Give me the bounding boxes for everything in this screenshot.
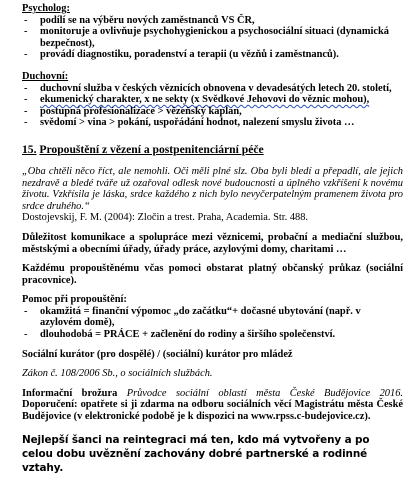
brochure-text: opatřete si ji zdarma na odboru sociálních věcí Magistrátu města České Budějovice (v elektronické podobě je k dispozici na www.rpss.c-budejovice.cz).	[22, 399, 403, 423]
brochure-title: Průvodce sociální oblastí města České Budějovice 2016.	[126, 387, 403, 399]
list-item: - ekumenický charakter, x ne sekty (x Svědkové Jehovovi do věznic mohou),	[22, 94, 403, 106]
list-item: - svědomí > vina > pokání, uspořádání hodnot, nalezení smyslu života …	[22, 117, 403, 129]
psycholog-list	[22, 15, 403, 61]
id-card-paragraph: Každému propouštěnému včas pomoci obstarat platný občanský průkaz (sociální pracovnice).	[22, 263, 403, 286]
help-heading: Pomoc při propouštění:	[22, 294, 127, 306]
section-number: 15.	[22, 142, 37, 156]
psycholog-heading: Psycholog:	[22, 3, 70, 14]
final-statement: Nejlepší šanci na reintegraci má ten, kdo má vytvořeny a po celou dobu uvěznění zachovány dobré partnerské a rodinné vztahy.	[22, 433, 370, 474]
duchovni-heading: Duchovní:	[22, 70, 69, 82]
section-heading	[22, 143, 403, 156]
brochure-prefix: Informační brožura	[22, 387, 127, 399]
list-item: - provádí diagnostiku, poradenství a terapii (u vězňů i zaměstnanců).	[22, 49, 403, 61]
curator-line: Sociální kurátor (pro dospělé) / (sociální) kurátor pro mládež	[22, 348, 293, 360]
brochure-paragraph	[22, 388, 403, 423]
quote-text: „Oba chtěli něco říct, ale nemohli. Oči měli plné slz. Oba byli bledí a přepadlí, ale jejich nezdravě a bledé tváře už ozařoval odlesk nové budoucnosti a úplného vzkříšení k novému životu. Vzkřísila je láska, srdce každého z nich bylo nevyčerpatelným pramenem života pro srdce druhého.“	[22, 165, 403, 212]
list-item: - duchovní služba v českých věznicích obnovena v devadesátých letech 20. století,	[22, 83, 403, 95]
cooperation-paragraph: Důležitost komunikace a spolupráce mezi věznicemi, probační a mediační službou, městskými a obecními úřady, úřady práce, azylovými domy, charitami …	[22, 231, 403, 255]
duchovni-list	[22, 83, 403, 129]
list-item: - postupná profesionalizace > vězeňský kaplan,	[22, 106, 403, 118]
list-item: - podílí se na výběru nových zaměstnanců VS ČR,	[22, 15, 403, 27]
list-item: - dlouhodobá = PRÁCE + začlenění do rodiny a širšího společenství.	[22, 329, 403, 341]
section-title: Propouštění z vězení a postpenitenciární péče	[39, 142, 264, 156]
quote-source: Dostojevskij, F. M. (2004): Zločin a trest. Praha, Academia. Str. 488.	[22, 212, 309, 224]
brochure-recommendation-label: Doporučení:	[22, 399, 78, 411]
help-list	[22, 306, 403, 341]
list-item: - monitoruje a ovlivňuje psychohygienickou a psychosociální situaci (dynamická bezpečnost),	[22, 26, 403, 49]
law-line: Zákon č. 108/2006 Sb., o sociálních službách.	[22, 368, 213, 380]
list-item: - okamžitá = finanční výpomoc „do začátku“+ dočasné ubytování (např. v azylovém domě),	[22, 306, 403, 329]
